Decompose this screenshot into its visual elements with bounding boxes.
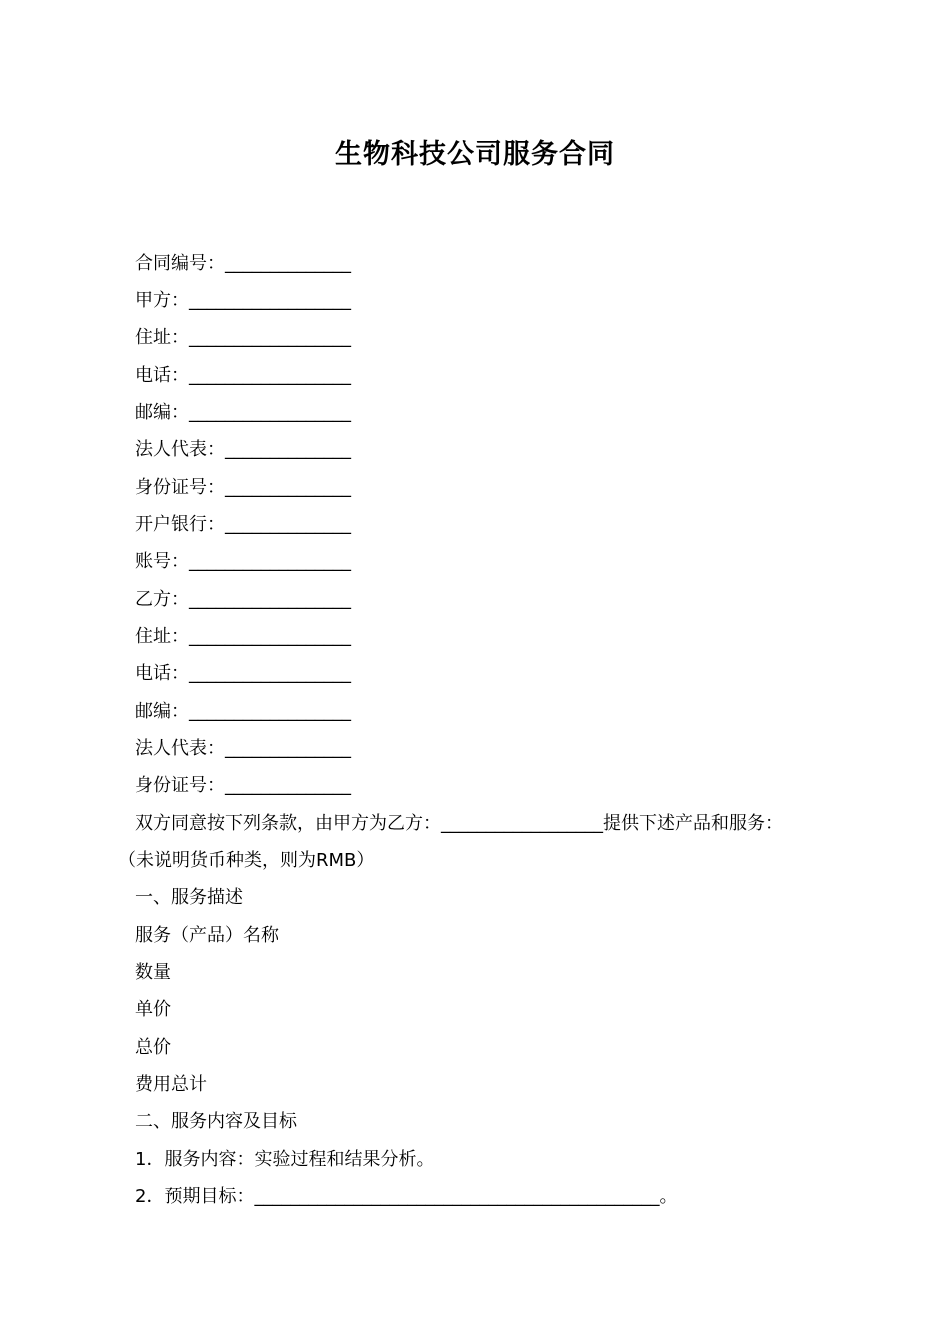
field-party-a-legal-rep: 法人代表：______________ bbox=[135, 439, 351, 460]
field-party-b-address: 住址：__________________ bbox=[135, 626, 351, 647]
field-party-b-legal-rep: 法人代表：______________ bbox=[135, 738, 351, 759]
field-party-b-postcode: 邮编：__________________ bbox=[135, 701, 351, 722]
currency-note: （未说明货币种类，则为RMB） bbox=[118, 850, 375, 871]
field-party-a-phone: 电话：__________________ bbox=[135, 365, 351, 386]
expected-goal-item: 2．预期目标：_____________________________________________。 bbox=[135, 1186, 678, 1207]
service-item-total-price: 总价 bbox=[135, 1037, 171, 1058]
section-heading-service-description: 一、服务描述 bbox=[135, 887, 243, 908]
field-contract-number: 合同编号：______________ bbox=[135, 253, 351, 274]
section-heading-service-content: 二、服务内容及目标 bbox=[135, 1111, 297, 1132]
service-item-unit-price: 单价 bbox=[135, 999, 171, 1020]
field-party-a-account: 账号：__________________ bbox=[135, 551, 351, 572]
service-item-quantity: 数量 bbox=[135, 962, 171, 983]
service-item-fee-total: 费用总计 bbox=[135, 1074, 207, 1095]
field-party-a-postcode: 邮编：__________________ bbox=[135, 402, 351, 423]
field-party-b-phone: 电话：__________________ bbox=[135, 663, 351, 684]
service-content-item: 1．服务内容：实验过程和结果分析。 bbox=[135, 1149, 435, 1170]
field-party-b-id-number: 身份证号：______________ bbox=[135, 775, 351, 796]
field-party-b: 乙方：__________________ bbox=[135, 589, 351, 610]
service-item-name: 服务（产品）名称 bbox=[135, 925, 279, 946]
field-party-a-id-number: 身份证号：______________ bbox=[135, 477, 351, 498]
document-title: 生物科技公司服务合同 bbox=[335, 139, 615, 170]
field-party-a-address: 住址：__________________ bbox=[135, 327, 351, 348]
field-party-a-bank: 开户银行：______________ bbox=[135, 514, 351, 535]
agreement-paragraph: 双方同意按下列条款，由甲方为乙方：__________________提供下述产品和服务： bbox=[135, 813, 783, 834]
field-party-a: 甲方：__________________ bbox=[135, 290, 351, 311]
